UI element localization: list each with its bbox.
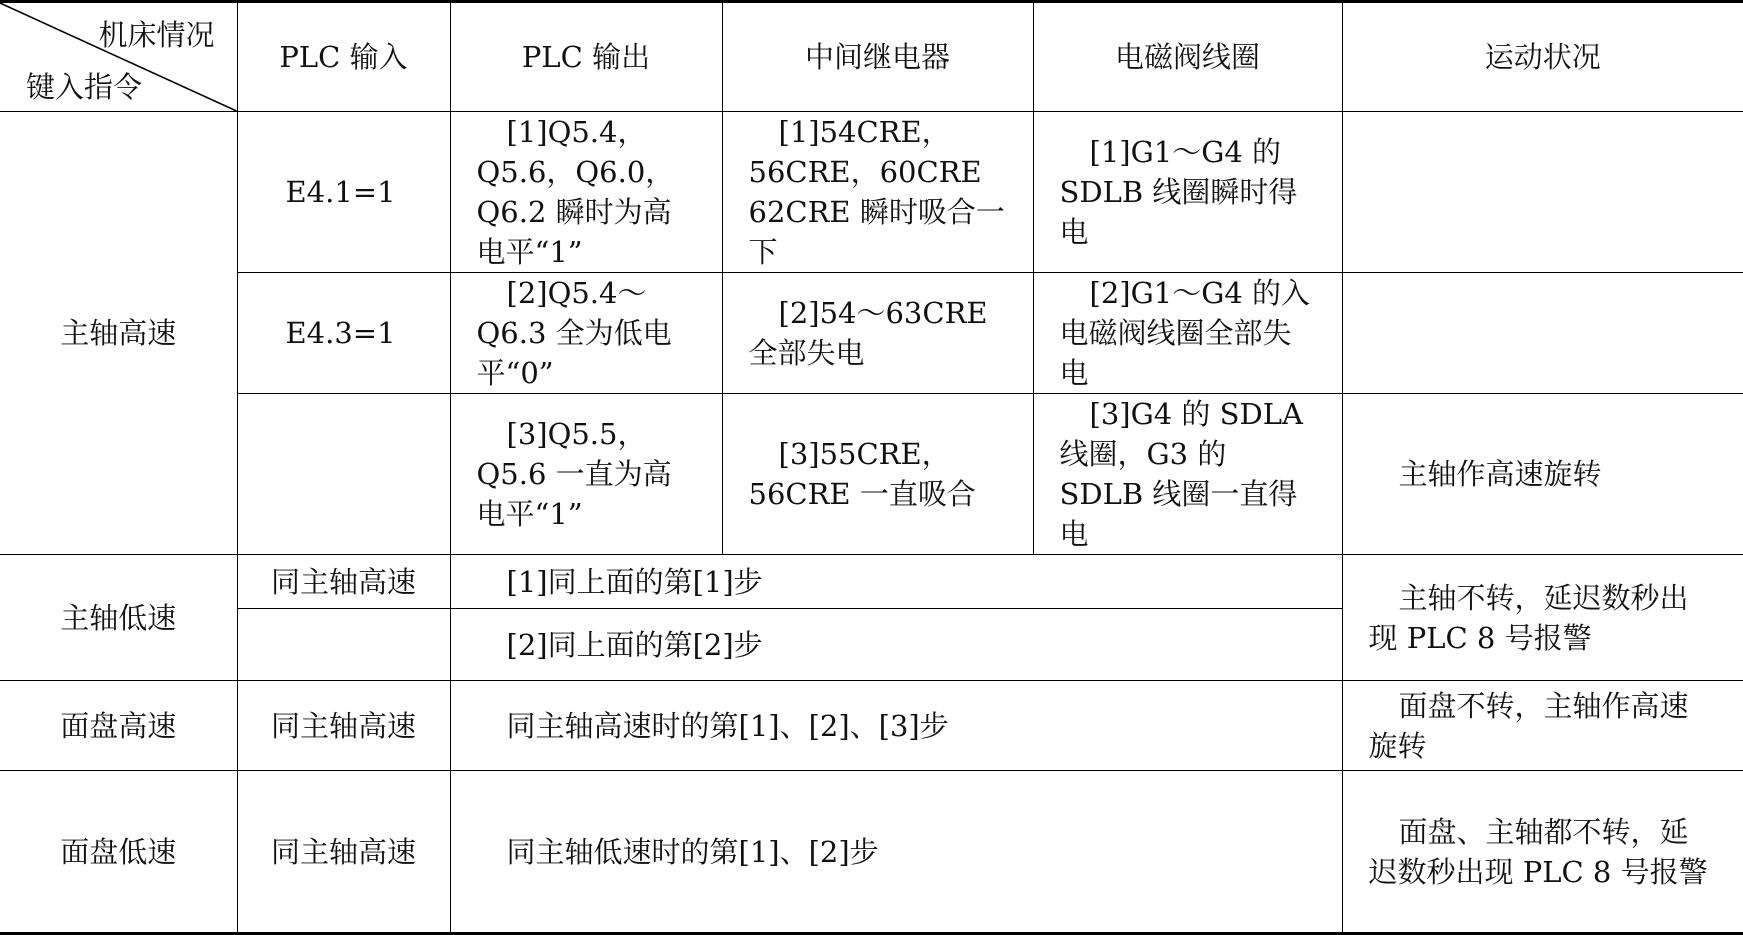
plc-in-cell: E4.3=1 bbox=[237, 273, 450, 394]
coil-cell: [2]G1～G4 的入电磁阀线圈全部失电 bbox=[1033, 273, 1342, 394]
diag-top-label: 机床情况 bbox=[98, 18, 215, 52]
col-header-relay: 中间继电器 bbox=[722, 2, 1033, 112]
row-label-face-low: 面盘低速 bbox=[0, 771, 237, 934]
row-label-spindle-low: 主轴低速 bbox=[0, 555, 237, 681]
diag-bottom-label: 键入指令 bbox=[26, 70, 143, 104]
coil-cell: [3]G4 的 SDLA 线圈，G3 的 SDLB 线圈一直得电 bbox=[1033, 394, 1342, 555]
plc-in-cell: 同主轴高速 bbox=[237, 771, 450, 934]
relay-cell: [3]55CRE， 56CRE 一直吸合 bbox=[722, 394, 1033, 555]
diagonal-header-cell bbox=[0, 2, 237, 112]
table-row bbox=[0, 273, 1743, 394]
table-row bbox=[0, 394, 1743, 555]
coil-cell: [1]G1～G4 的 SDLB 线圈瞬时得电 bbox=[1033, 112, 1342, 273]
table-row bbox=[0, 555, 1743, 609]
motion-cell: 主轴不转，延迟数秒出现 PLC 8 号报警 bbox=[1342, 555, 1743, 681]
col-header-plc-out: PLC 输出 bbox=[450, 2, 722, 112]
table-row bbox=[0, 681, 1743, 771]
merged-step-cell: [1]同上面的第[1]步 bbox=[450, 555, 1342, 609]
merged-step-cell: [2]同上面的第[2]步 bbox=[450, 609, 1342, 681]
plc-out-cell: [3]Q5.5，Q5.6 一直为高电平“1” bbox=[450, 394, 722, 555]
col-header-coil: 电磁阀线圈 bbox=[1033, 2, 1342, 112]
merged-step-cell: 同主轴低速时的第[1]、[2]步 bbox=[450, 771, 1342, 934]
plc-out-cell: [2]Q5.4～Q6.3 全为低电平“0” bbox=[450, 273, 722, 394]
plc-in-cell: 同主轴高速 bbox=[237, 681, 450, 771]
merged-step-cell: 同主轴高速时的第[1]、[2]、[3]步 bbox=[450, 681, 1342, 771]
header-row bbox=[0, 2, 1743, 112]
plc-out-cell: [1]Q5.4，Q5.6，Q6.0，Q6.2 瞬时为高电平“1” bbox=[450, 112, 722, 273]
table-row bbox=[0, 771, 1743, 934]
plc-in-cell bbox=[237, 394, 450, 555]
motion-cell bbox=[1342, 112, 1743, 273]
motion-cell: 主轴作高速旋转 bbox=[1342, 394, 1743, 555]
col-header-motion: 运动状况 bbox=[1342, 2, 1743, 112]
col-header-plc-in: PLC 输入 bbox=[237, 2, 450, 112]
table-row bbox=[0, 112, 1743, 273]
relay-cell: [2]54～63CRE 全部失电 bbox=[722, 273, 1033, 394]
row-label-spindle-high: 主轴高速 bbox=[0, 112, 237, 555]
relay-cell: [1]54CRE，56CRE，60CRE 62CRE 瞬时吸合一下 bbox=[722, 112, 1033, 273]
plc-in-cell bbox=[237, 609, 450, 681]
motion-cell: 面盘、主轴都不转，延迟数秒出现 PLC 8 号报警 bbox=[1342, 771, 1743, 934]
row-label-face-high: 面盘高速 bbox=[0, 681, 237, 771]
motion-cell: 面盘不转，主轴作高速旋转 bbox=[1342, 681, 1743, 771]
motion-cell bbox=[1342, 273, 1743, 394]
plc-in-cell: E4.1=1 bbox=[237, 112, 450, 273]
plc-in-cell: 同主轴高速 bbox=[237, 555, 450, 609]
